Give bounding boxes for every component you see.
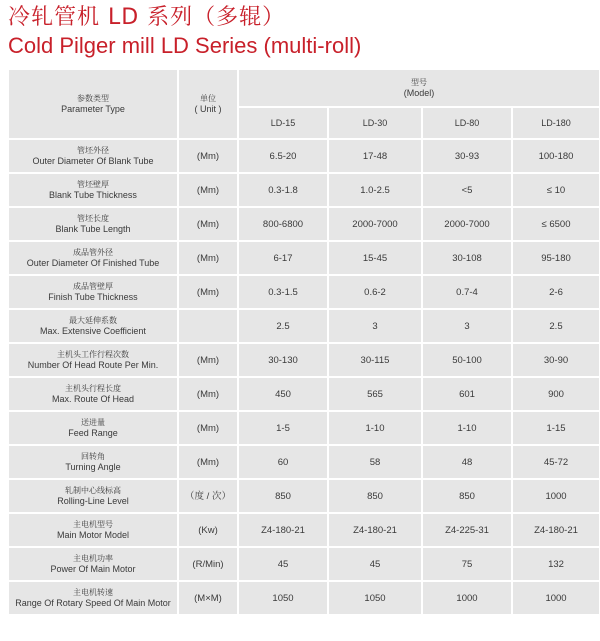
header-unit-en: ( Unit ) <box>194 104 222 114</box>
row-value: ≤ 10 <box>513 174 599 206</box>
row-value: Z4-180-21 <box>239 514 327 546</box>
row-unit: (Mm) <box>179 344 237 376</box>
row-value: Z4-225-31 <box>423 514 511 546</box>
row-parameter-en: Number Of Head Route Per Min. <box>27 360 159 370</box>
row-parameter-cn: 最大延伸系数 <box>69 316 117 325</box>
row-value: 50-100 <box>423 344 511 376</box>
row-parameter-cn: 成品管外径 <box>73 248 113 257</box>
row-unit: (R/Min) <box>179 548 237 580</box>
table-row <box>9 480 599 512</box>
row-unit: (M×M) <box>179 582 237 614</box>
row-value: 850 <box>423 480 511 512</box>
header-parameter-en: Parameter Type <box>61 104 125 114</box>
row-unit: (Mm) <box>179 242 237 274</box>
table-row <box>9 140 599 172</box>
row-unit: (Mm) <box>179 446 237 478</box>
row-value: 15-45 <box>329 242 421 274</box>
row-parameter-cn: 管坯外径 <box>77 146 109 155</box>
row-value: 1-15 <box>513 412 599 444</box>
table-row <box>9 514 599 546</box>
header-parameter-cn: 参数类型 <box>77 94 109 103</box>
row-parameter-cn: 主机头行程长度 <box>65 384 121 393</box>
row-value: Z4-180-21 <box>513 514 599 546</box>
table-row <box>9 242 599 274</box>
row-value: 58 <box>329 446 421 478</box>
row-parameter <box>9 344 177 376</box>
row-value: 75 <box>423 548 511 580</box>
row-parameter-cn: 主电机转速 <box>73 588 113 597</box>
table-row <box>9 412 599 444</box>
row-unit: (Mm) <box>179 140 237 172</box>
row-value: 1-5 <box>239 412 327 444</box>
row-parameter-en: Feed Range <box>68 428 118 438</box>
row-value: 2.5 <box>239 310 327 342</box>
row-value: 850 <box>329 480 421 512</box>
row-parameter-cn: 送进量 <box>81 418 105 427</box>
row-value: 900 <box>513 378 599 410</box>
row-value: 1000 <box>423 582 511 614</box>
row-parameter-en: Rolling-Line Level <box>57 496 129 506</box>
row-parameter <box>9 582 177 614</box>
row-value: 1-10 <box>423 412 511 444</box>
row-parameter-en: Finish Tube Thickness <box>48 292 138 302</box>
row-parameter-en: Turning Angle <box>65 462 121 472</box>
row-parameter <box>9 276 177 308</box>
header-unit <box>179 70 237 138</box>
row-parameter <box>9 378 177 410</box>
row-value: 0.6-2 <box>329 276 421 308</box>
row-parameter-cn: 管坯壁厚 <box>77 180 109 189</box>
row-value: 3 <box>329 310 421 342</box>
row-parameter <box>9 310 177 342</box>
table-row <box>9 174 599 206</box>
row-value: 30-108 <box>423 242 511 274</box>
row-value: 2-6 <box>513 276 599 308</box>
row-parameter <box>9 140 177 172</box>
row-value: 450 <box>239 378 327 410</box>
row-parameter-en: Range Of Rotary Speed Of Main Motor <box>15 598 171 608</box>
row-value: 100-180 <box>513 140 599 172</box>
row-parameter-cn: 管坯长度 <box>77 214 109 223</box>
row-parameter-en: Outer Diameter Of Finished Tube <box>26 258 160 268</box>
row-value: 1000 <box>513 480 599 512</box>
table-row <box>9 548 599 580</box>
spec-table <box>7 68 600 616</box>
row-value: Z4-180-21 <box>329 514 421 546</box>
row-value: 6.5-20 <box>239 140 327 172</box>
row-unit: (Mm) <box>179 412 237 444</box>
row-parameter <box>9 208 177 240</box>
header-model-ld80: LD-80 <box>423 108 511 138</box>
row-value: 17-48 <box>329 140 421 172</box>
row-unit <box>179 310 237 342</box>
row-parameter-cn: 主机头工作行程次数 <box>57 350 129 359</box>
row-value: 30-115 <box>329 344 421 376</box>
row-value: 6-17 <box>239 242 327 274</box>
row-parameter <box>9 446 177 478</box>
row-unit: (Mm) <box>179 208 237 240</box>
row-value: 800-6800 <box>239 208 327 240</box>
row-value: 1-10 <box>329 412 421 444</box>
row-value: ≤ 6500 <box>513 208 599 240</box>
table-row <box>9 446 599 478</box>
table-row <box>9 276 599 308</box>
row-value: 30-130 <box>239 344 327 376</box>
row-value: 2000-7000 <box>329 208 421 240</box>
row-value: 45 <box>329 548 421 580</box>
row-value: 132 <box>513 548 599 580</box>
row-parameter-en: Main Motor Model <box>56 530 130 540</box>
row-value: 45-72 <box>513 446 599 478</box>
row-parameter-cn: 成品管壁厚 <box>73 282 113 291</box>
header-model-ld15: LD-15 <box>239 108 327 138</box>
row-parameter <box>9 514 177 546</box>
row-parameter-en: Power Of Main Motor <box>50 564 136 574</box>
row-value: 1.0-2.5 <box>329 174 421 206</box>
row-parameter-cn: 轧制中心线标高 <box>65 486 121 495</box>
row-value: 0.7-4 <box>423 276 511 308</box>
row-parameter <box>9 174 177 206</box>
row-parameter-en: Blank Tube Length <box>55 224 131 234</box>
table-row <box>9 208 599 240</box>
header-model-ld180: LD-180 <box>513 108 599 138</box>
row-value: 601 <box>423 378 511 410</box>
row-value: 2.5 <box>513 310 599 342</box>
row-parameter-cn: 回转角 <box>81 452 105 461</box>
row-value: 850 <box>239 480 327 512</box>
row-value: 30-90 <box>513 344 599 376</box>
row-value: 0.3-1.8 <box>239 174 327 206</box>
header-model-cn: 型号 <box>411 78 427 87</box>
page-title-cn: 冷轧管机 LD 系列（多辊） <box>8 5 286 30</box>
row-value: 95-180 <box>513 242 599 274</box>
row-value: 30-93 <box>423 140 511 172</box>
row-value: 48 <box>423 446 511 478</box>
row-parameter-cn: 主电机功率 <box>73 554 113 563</box>
table-row <box>9 310 599 342</box>
row-parameter <box>9 480 177 512</box>
row-parameter <box>9 548 177 580</box>
row-value: 45 <box>239 548 327 580</box>
header-unit-cn: 单位 <box>200 94 216 103</box>
row-unit: (Mm) <box>179 378 237 410</box>
header-model-en: (Model) <box>403 88 435 98</box>
row-value: 2000-7000 <box>423 208 511 240</box>
header-model <box>239 70 599 106</box>
row-value: 1000 <box>513 582 599 614</box>
table-row <box>9 344 599 376</box>
page-title-en: Cold Pilger mill LD Series (multi-roll) <box>8 33 362 58</box>
row-value: 1050 <box>329 582 421 614</box>
row-parameter-en: Max. Route Of Head <box>51 394 135 404</box>
row-parameter-cn: 主电机型号 <box>73 520 113 529</box>
table-row <box>9 582 599 614</box>
table-row <box>9 378 599 410</box>
row-value: 3 <box>423 310 511 342</box>
row-value: <5 <box>423 174 511 206</box>
row-parameter-en: Max. Extensive Coefficient <box>40 326 146 336</box>
row-parameter <box>9 242 177 274</box>
header-parameter-type <box>9 70 177 138</box>
row-unit: (Kw) <box>179 514 237 546</box>
row-unit: (Mm) <box>179 174 237 206</box>
row-unit: （度 / 次） <box>179 480 237 512</box>
row-value: 565 <box>329 378 421 410</box>
row-parameter-en: Outer Diameter Of Blank Tube <box>32 156 154 166</box>
header-model-ld30: LD-30 <box>329 108 421 138</box>
row-unit: (Mm) <box>179 276 237 308</box>
row-value: 60 <box>239 446 327 478</box>
row-value: 1050 <box>239 582 327 614</box>
row-value: 0.3-1.5 <box>239 276 327 308</box>
row-parameter <box>9 412 177 444</box>
row-parameter-en: Blank Tube Thickness <box>49 190 137 200</box>
